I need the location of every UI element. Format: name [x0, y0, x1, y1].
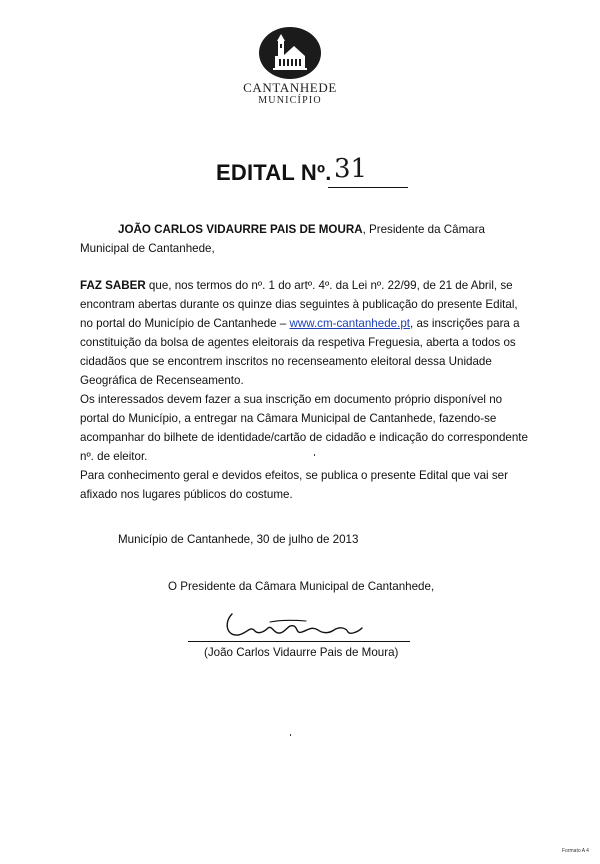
- intro-line-2: Municipal de Cantanhede,: [80, 242, 215, 255]
- title-label: EDITAL Nº.: [216, 160, 332, 185]
- document-title: [216, 154, 368, 190]
- scan-speck: [314, 454, 315, 456]
- signature-icon: [210, 608, 380, 644]
- body-line: afixado nos lugares públicos do costume.: [80, 488, 293, 501]
- scan-speck: [290, 734, 291, 736]
- org-name: CANTANHEDE: [243, 80, 337, 95]
- body-line: Os interessados devem fazer a sua inscrição em documento próprio disponível no: [80, 393, 503, 406]
- president-name: JOÃO CARLOS VIDAURRE PAIS DE MOURA: [118, 223, 363, 236]
- date-line: Município de Cantanhede, 30 de julho de 2013: [118, 533, 359, 546]
- title-underline: [328, 187, 408, 188]
- format-label: Formato A 4: [562, 848, 589, 854]
- body-line: FAZ SABER que, nos termos do nº. 1 do artº. 4º. da Lei nº. 22/99, de 21 de Abril, se: [80, 279, 513, 292]
- body-line: acompanhar do bilhete de identidade/cartão de cidadão e indicação do correspondente: [80, 431, 528, 444]
- intro-paragraph: [80, 220, 526, 258]
- org-subtitle: MUNICÍPIO: [258, 95, 322, 106]
- title-number: 31: [334, 154, 368, 184]
- body-line: portal do Município, a entregar na Câmara Municipal de Cantanhede, fazendo-se: [80, 412, 497, 425]
- body-line: encontram abertas durante os quinze dias seguintes à publicação do presente Edital,: [80, 298, 518, 311]
- signer-title: O Presidente da Câmara Municipal de Cantanhede,: [168, 580, 435, 593]
- body-line: nº. de eleitor.: [80, 450, 148, 463]
- signature-line: [188, 641, 410, 642]
- signer-name: (João Carlos Vidaurre Pais de Moura): [204, 646, 399, 659]
- faz-saber: FAZ SABER: [80, 279, 146, 292]
- body-line: constituição da bolsa de agentes eleitorais da respetiva Freguesia, aberta a todos os: [80, 336, 516, 349]
- website-link[interactable]: www.cm-cantanhede.pt: [289, 317, 410, 330]
- body-paragraph: [80, 276, 526, 504]
- body-line: no portal do Município de Cantanhede – www.cm-cantanhede.pt, as inscrições para a: [80, 317, 520, 330]
- intro-line-1: JOÃO CARLOS VIDAURRE PAIS DE MOURA, Presidente da Câmara: [118, 223, 486, 236]
- church-emblem-icon: [258, 26, 322, 80]
- body-line: cidadãos que se encontrem inscritos no recenseamento eleitoral dessa Unidade: [80, 355, 492, 368]
- body-line: Para conhecimento geral e devidos efeitos, se publica o presente Edital que vai ser: [80, 469, 508, 482]
- body-line: Geográfica de Recenseamento.: [80, 374, 244, 387]
